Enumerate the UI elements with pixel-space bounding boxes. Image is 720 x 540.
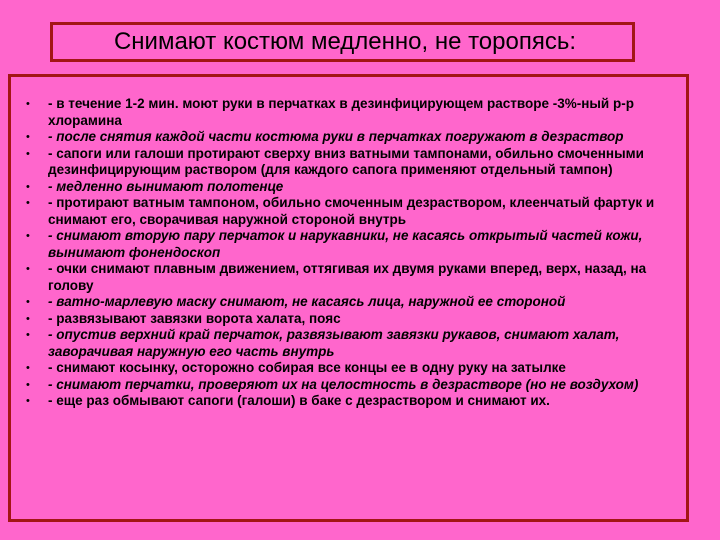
- list-item-text: - ватно-марлевую маску снимают, не касаясь лица, наружной ее стороной: [48, 294, 566, 309]
- list-item: [26, 294, 676, 311]
- bullet-icon: •: [26, 180, 30, 193]
- list-item-text: - развязывают завязки ворота халата, пояс: [48, 310, 341, 326]
- list-item-text: - в течение 1-2 мин. моют руки в перчатках в дезинфицирующем растворе -3%-ный р-р хлорамина: [48, 96, 634, 128]
- bullet-icon: •: [26, 329, 30, 341]
- bullet-icon: •: [26, 98, 30, 110]
- list-item-text: - снимают косынку, осторожно собирая все концы ее в одну руку на затылке: [48, 360, 566, 375]
- slide-title: Снимают костюм медленно, не торопясь:: [113, 28, 577, 55]
- list-item: [26, 146, 676, 179]
- bullet-icon: •: [26, 263, 30, 275]
- bullet-icon: •: [26, 197, 30, 209]
- list-item: [26, 179, 676, 196]
- list-item-text: - медленно вынимают полотенце: [48, 178, 284, 194]
- bullet-icon: •: [26, 296, 30, 308]
- list-item: [26, 195, 676, 228]
- bullet-icon: •: [26, 131, 30, 143]
- bullet-icon: •: [26, 378, 30, 391]
- list-item: [26, 393, 676, 410]
- list-item: [26, 261, 676, 294]
- list-item: [26, 377, 676, 394]
- bullet-icon: •: [26, 312, 30, 325]
- bullet-icon: •: [26, 147, 30, 160]
- list-item-text: - после снятия каждой части костюма руки в перчатках погружают в дезраствор: [48, 129, 624, 144]
- list-item-text: - очки снимают плавным движением, оттягивая их двумя руками вперед, верх, назад, на голову: [48, 261, 647, 293]
- bullet-icon: •: [26, 362, 30, 374]
- list-item-text: - еще раз обмывают сапоги (галоши) в баке с дезраствором и снимают их.: [48, 393, 550, 408]
- list-item-text: - опустив верхний край перчаток, развязывают завязки рукавов, снимают халат, заворачивая наружную его часть внутрь: [48, 327, 620, 359]
- list-item: [26, 360, 676, 377]
- list-item-text: - протирают ватным тампоном, обильно смоченным дезраствором, клеенчатый фартук и снимают его, сворачивая наружной стороной внутрь: [48, 195, 655, 227]
- list-item-text: - сапоги или галоши протирают сверху вниз ватными тампонами, обильно смоченными дезинфицирующим раствором (для каждого сапога применяют отдельный тампон): [48, 145, 644, 177]
- list-item: [26, 311, 676, 328]
- instruction-list: [26, 96, 676, 410]
- list-item: [26, 228, 676, 261]
- list-item-text: - снимают вторую пару перчаток и нарукавники, не касаясь открытый частей кожи, вынимают фонендоскоп: [48, 228, 643, 260]
- list-item: [26, 96, 676, 129]
- bullet-icon: •: [26, 395, 30, 407]
- list-item: [26, 129, 676, 146]
- list-item-text: - снимают перчатки, проверяют их на целостность в дезрастворе (но не воздухом): [48, 376, 639, 392]
- bullet-icon: •: [26, 230, 30, 242]
- list-item: [26, 327, 676, 360]
